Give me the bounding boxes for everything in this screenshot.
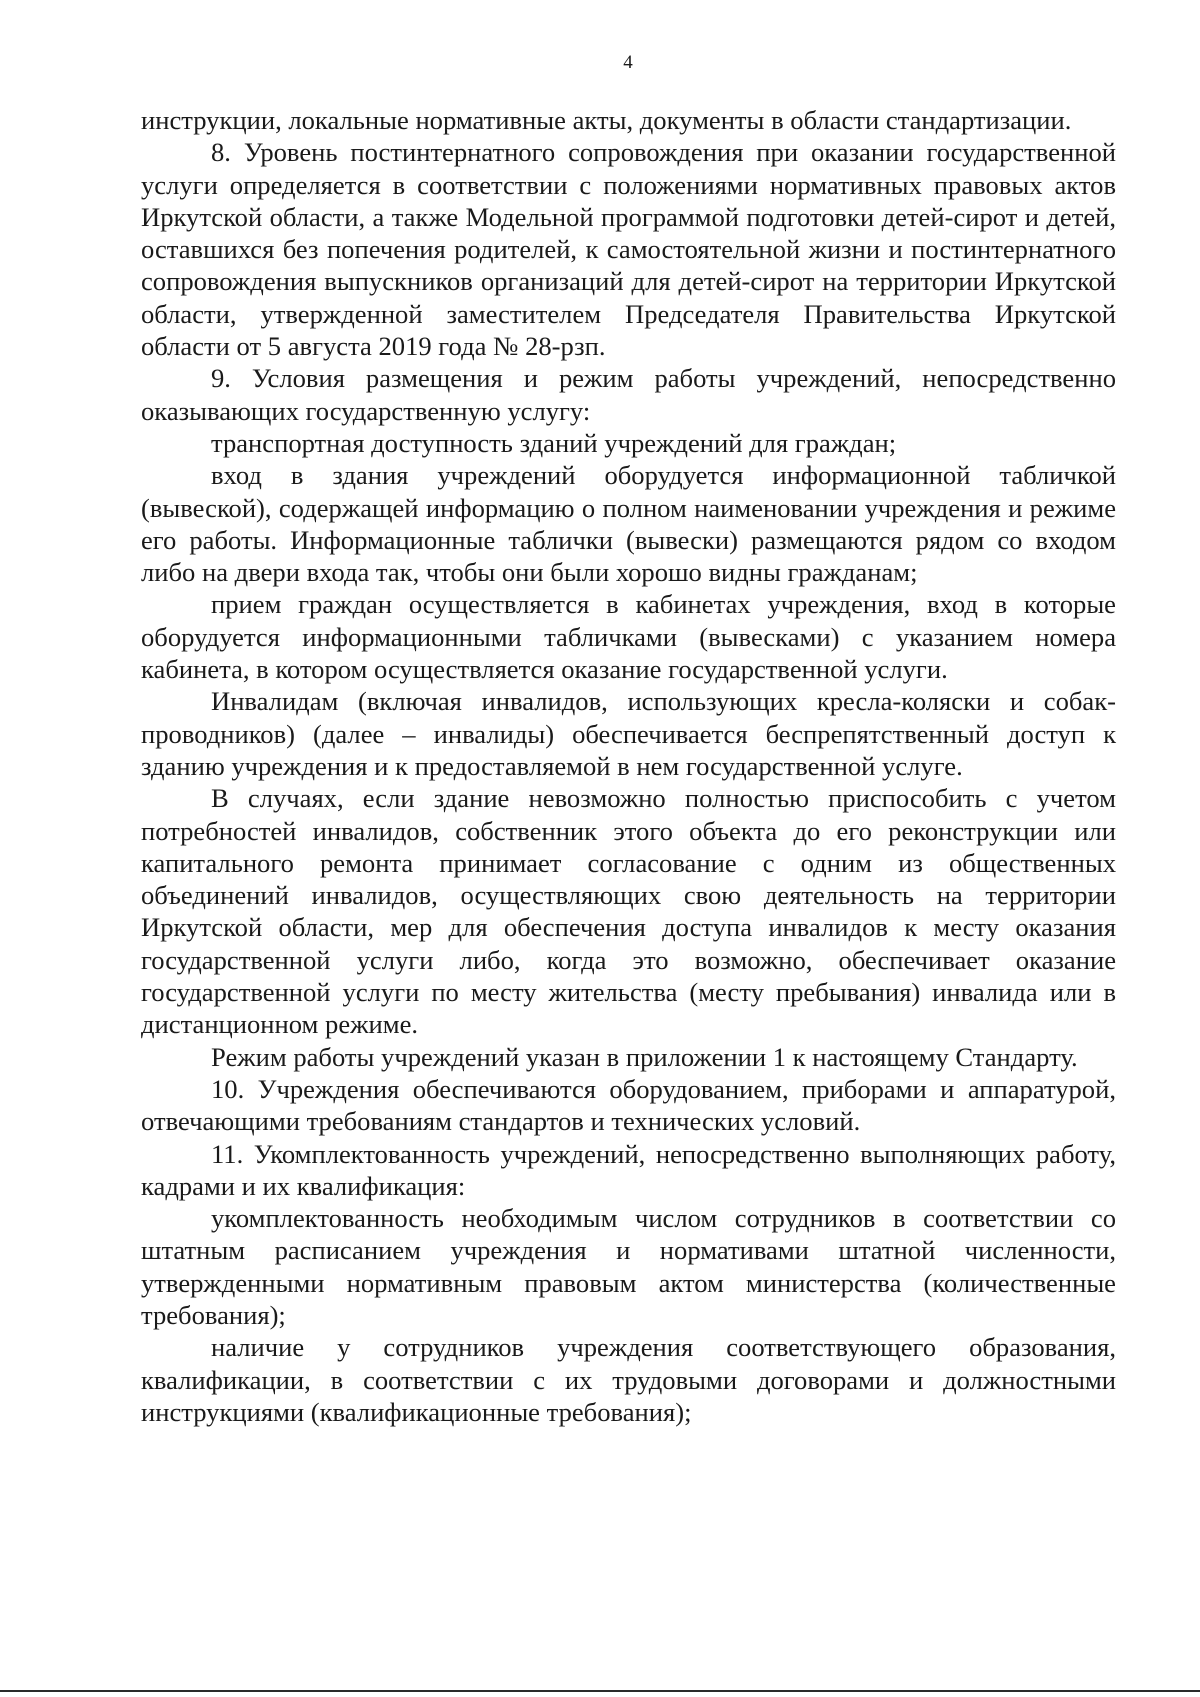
paragraph-transport-access: транспортная доступность зданий учреждений для граждан; — [211, 427, 897, 458]
paragraph-continuation: инструкции, локальные нормативные акты, документы в области стандартизации. — [141, 105, 1072, 135]
paragraph-staffing: укомплектованность необходимым числом сотрудников в соответствии со штатным расписанием учреждения и нормативами штатной численности, утвержденными нормативным правовым актом министерства (количественные требования); — [141, 1203, 1116, 1330]
paragraph-entrance-sign: вход в здания учреждений оборудуется информационной табличкой (вывеской), содержащей информацию о полном наименовании учреждения и режиме его работы. Информационные таблички (вывески) размещаются рядом со входом либо на двери входа так, чтобы они были хорошо видны гражданам; — [141, 460, 1116, 588]
paragraph-work-schedule: Режим работы учреждений указан в приложении 1 к настоящему Стандарту. — [211, 1041, 1078, 1072]
paragraph-qualification: наличие у сотрудников учреждения соответствующего образования, квалификации, в соответствии с их трудовыми договорами и должностными инструкциями (квалификационные требования); — [141, 1332, 1116, 1427]
document-body — [141, 104, 1116, 1428]
paragraph-item-8: 8. Уровень постинтернатного сопровождения при оказании государственной услуги определяется в соответствии с положениями нормативных правовых актов Иркутской области, а также Модельной программой подготовки детей-сирот и детей, оставшихся без попечения родителей, к самостоятельной жизни и постинтернатного сопровождения выпускников организаций для детей-сирот на территории Иркутской области, утвержденной заместителем Председателя Правительства Иркутской области от 5 августа 2019 года № 28-рзп. — [141, 137, 1116, 362]
paragraph-reception: прием граждан осуществляется в кабинетах учреждения, вход в которые оборудуется информационными табличками (вывесками) с указанием номера кабинета, в котором осуществляется оказание государственной услуги. — [141, 589, 1116, 685]
paragraph-building-adaptation: В случаях, если здание невозможно полностью приспособить с учетом потребностей инвалидов, собственник этого объекта до его реконструкции или капитального ремонта принимает согласование с одним из общественных объединений инвалидов, осуществляющих свою деятельность на территории Иркутской области, мер для обеспечения доступа инвалидов к месту оказания государственной услуги либо, когда это возможно, обеспечивает оказание государственной услуги по месту жительства (месту пребывания) инвалида или в дистанционном режиме. — [141, 783, 1116, 1040]
paragraph-item-11: 11. Укомплектованность учреждений, непосредственно выполняющих работу, кадрами и их квалификация: — [141, 1138, 1116, 1201]
paragraph-disabled-access: Инвалидам (включая инвалидов, использующих кресла-коляски и собак-проводников) (далее – инвалиды) обеспечивается беспрепятственный доступ к зданию учреждения и к предоставляемой в нем государственной услуге. — [141, 686, 1116, 781]
page-number: 4 — [623, 52, 633, 73]
scan-bottom-edge — [0, 1690, 1200, 1692]
paragraph-item-10: 10. Учреждения обеспечиваются оборудованием, приборами и аппаратурой, отвечающими требованиям стандартов и технических условий. — [141, 1073, 1116, 1137]
paragraph-item-9: 9. Условия размещения и режим работы учреждений, непосредственно оказывающих государственную услугу: — [141, 363, 1116, 426]
